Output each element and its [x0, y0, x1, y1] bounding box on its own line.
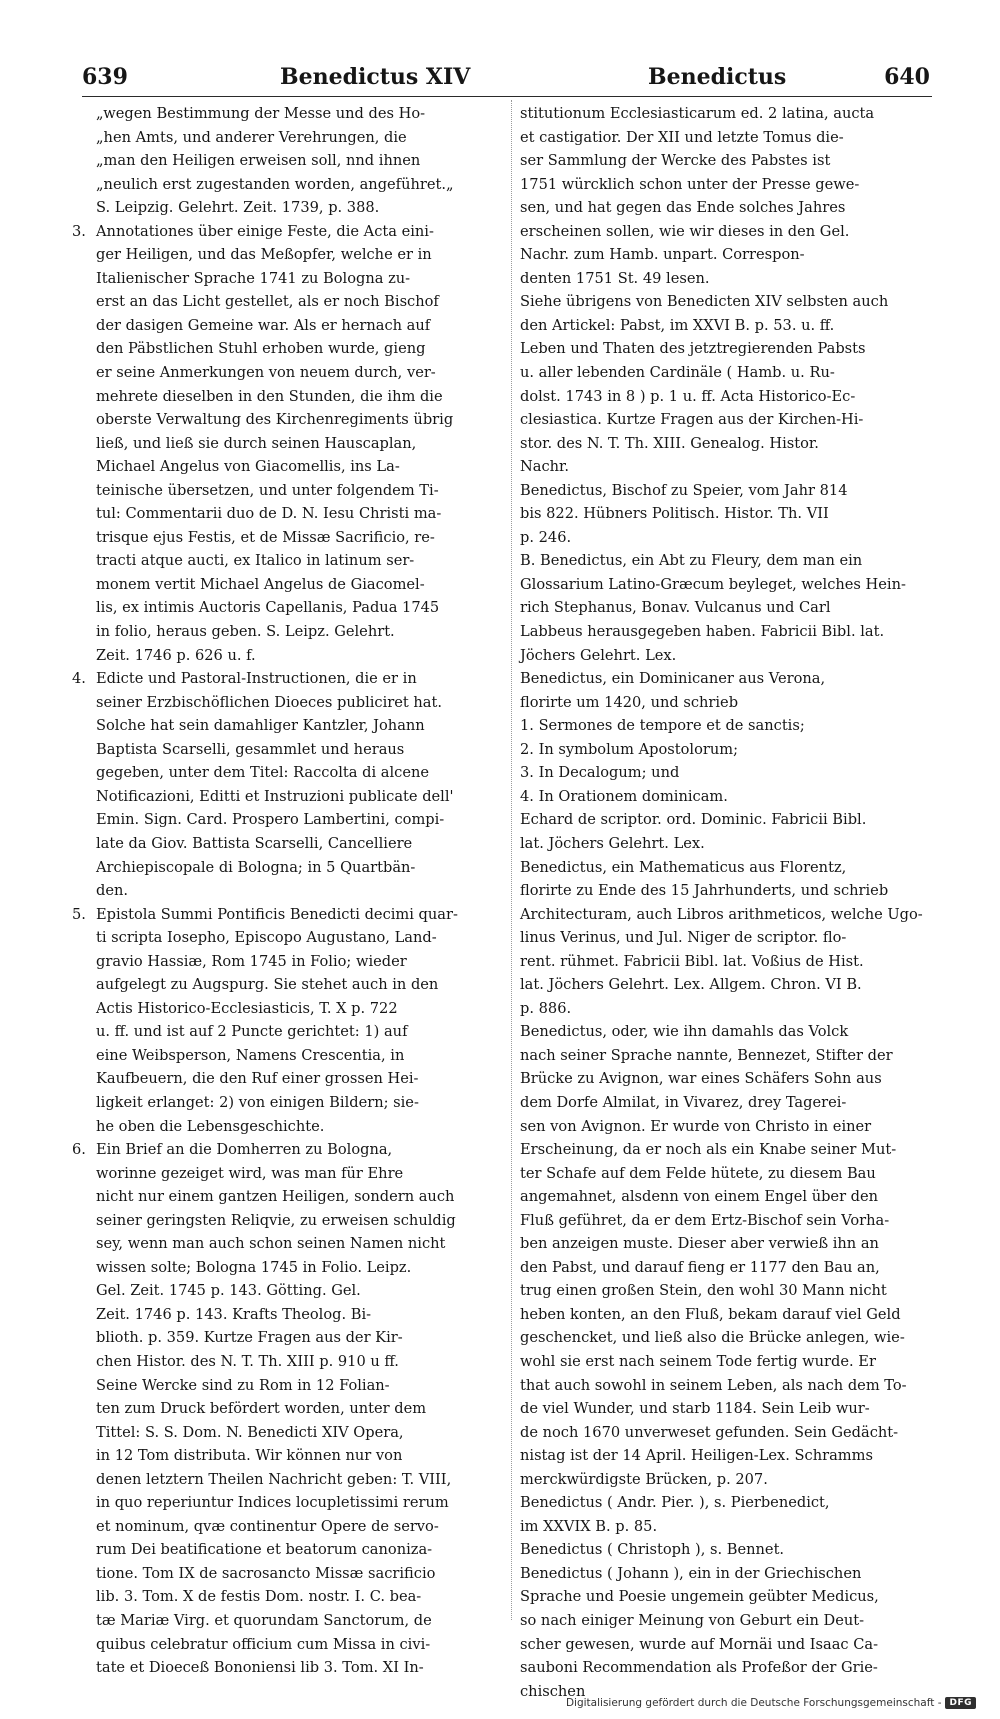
line-text: worinne gezeiget wird, was man für Ehre: [96, 1164, 404, 1182]
text-line: [96, 1374, 504, 1398]
line-text: he oben die Lebensgeschichte.: [96, 1117, 325, 1135]
text-line: [520, 785, 932, 809]
item-number: 5.: [72, 905, 86, 923]
line-text: ger Heiligen, und das Meßopfer, welche er in: [96, 246, 432, 264]
text-line: [520, 432, 932, 456]
line-text: Labbeus herausgegeben haben. Fabricii Bibl. lat.: [520, 623, 885, 641]
line-text: de viel Wunder, und starb 1184. Sein Leib wur-: [520, 1400, 870, 1418]
line-text: in quo reperiuntur Indices locupletissimi rerum: [96, 1494, 449, 1512]
line-text: Brücke zu Avignon, war eines Schäfers Sohn aus: [520, 1070, 882, 1088]
line-text: Actis Historico-Ecclesiasticis, T. X p. 722: [96, 999, 398, 1017]
text-line: [72, 1138, 504, 1162]
header-title-left: Benedictus XIV: [280, 64, 471, 90]
text-line: [520, 1538, 932, 1562]
text-line: [520, 738, 932, 762]
line-text: Glossarium Latino-Græcum beyleget, welches Hein-: [520, 575, 906, 593]
text-line: [520, 290, 932, 314]
line-text: rum Dei beatificatione et beatorum canoniza-: [96, 1541, 433, 1559]
text-line: [72, 903, 504, 927]
line-text: Echard de scriptor. ord. Dominic. Fabricii Bibl.: [520, 811, 867, 829]
line-text: monem vertit Michael Angelus de Giacomel-: [96, 575, 425, 593]
text-line: [520, 337, 932, 361]
line-text: Benedictus, ein Dominicaner aus Verona,: [520, 670, 826, 688]
text-line: [520, 173, 932, 197]
item-number: 3.: [72, 222, 86, 240]
text-line: [96, 1491, 504, 1515]
column-separator: [511, 100, 512, 1620]
text-line: [520, 455, 932, 479]
text-line: [96, 856, 504, 880]
text-line: [520, 1138, 932, 1162]
text-line: [520, 1326, 932, 1350]
text-line: [96, 1091, 504, 1115]
text-line: [520, 1374, 932, 1398]
text-line: [96, 1256, 504, 1280]
line-text: Architecturam, auch Libros arithmeticos, welche Ugo-: [520, 905, 923, 923]
text-line: [96, 1609, 504, 1633]
text-line: [520, 479, 932, 503]
text-line: [96, 1421, 504, 1445]
text-line: [96, 1279, 504, 1303]
text-line: [520, 220, 932, 244]
text-line: [520, 903, 932, 927]
text-line: [520, 314, 932, 338]
text-line: [520, 267, 932, 291]
text-line: [520, 973, 932, 997]
line-text: sauboni Recommendation als Profeßor der Grie-: [520, 1659, 878, 1677]
line-text: „man den Heiligen erweisen soll, nnd ihnen: [96, 152, 421, 170]
text-line: [520, 1397, 932, 1421]
line-text: ser Sammlung der Wercke des Pabstes ist: [520, 152, 831, 170]
line-text: ben anzeigen muste. Dieser aber verwieß ihn an: [520, 1235, 879, 1253]
line-text: dolst. 1743 in 8 ) p. 1 u. ff. Acta Historico-Ec-: [520, 387, 856, 405]
text-line: [520, 1350, 932, 1374]
text-line: [96, 243, 504, 267]
line-text: geschencket, und ließ also die Brücke anlegen, wie-: [520, 1329, 905, 1347]
text-line: [520, 1633, 932, 1657]
line-text: late da Giov. Battista Scarselli, Cancelliere: [96, 834, 413, 852]
text-line: [520, 361, 932, 385]
line-text: 4. In Orationem dominicam.: [520, 787, 728, 805]
line-text: so nach einiger Meinung von Geburt ein Deut-: [520, 1612, 865, 1629]
text-line: [96, 455, 504, 479]
line-text: clesiastica. Kurtze Fragen aus der Kirchen-Hi-: [520, 411, 864, 429]
left-text-column: [72, 102, 504, 1680]
line-text: B. Benedictus, ein Abt zu Fleury, dem man ein: [520, 552, 863, 570]
line-text: Italienischer Sprache 1741 zu Bologna zu-: [96, 269, 411, 287]
text-line: [520, 1656, 932, 1680]
line-text: Fluß geführet, da er dem Ertz-Bischof sein Vorha-: [520, 1211, 890, 1229]
line-text: in 12 Tom distributa. Wir können nur von: [96, 1447, 403, 1465]
text-line: [96, 126, 504, 150]
line-text: Zeit. 1746 p. 143. Krafts Theolog. Bi-: [96, 1305, 372, 1323]
text-line: [96, 1585, 504, 1609]
line-text: ti scripta Iosepho, Episcopo Augustano, Land-: [96, 929, 437, 947]
text-line: [520, 808, 932, 832]
text-line: [520, 1162, 932, 1186]
line-text: Siehe übrigens von Benedicten XIV selbsten auch: [520, 293, 889, 311]
text-line: [96, 644, 504, 668]
text-line: [520, 1115, 932, 1139]
line-text: gravio Hassiæ, Rom 1745 in Folio; wieder: [96, 952, 407, 970]
line-text: blioth. p. 359. Kurtze Fragen aus der Kir-: [96, 1329, 403, 1347]
text-line: [520, 243, 932, 267]
line-text: Benedictus ( Andr. Pier. ), s. Pierbenedict,: [520, 1494, 830, 1512]
text-line: [72, 667, 504, 691]
text-line: [96, 1232, 504, 1256]
line-text: that auch sowohl in seinem Leben, als nach dem To-: [520, 1376, 907, 1394]
line-text: merckwürdigste Brücken, p. 207.: [520, 1470, 768, 1488]
text-line: [96, 926, 504, 950]
header-rule: [82, 96, 932, 97]
text-line: [520, 761, 932, 785]
text-line: [96, 549, 504, 573]
line-text: sen, und hat gegen das Ende solches Jahres: [520, 199, 846, 217]
text-line: [520, 196, 932, 220]
line-text: „neulich erst zugestanden worden, angeführet.„: [96, 175, 454, 193]
text-line: [520, 526, 932, 550]
line-text: chen Histor. des N. T. Th. XIII p. 910 u ff.: [96, 1352, 399, 1370]
line-text: tul: Commentarii duo de D. N. Iesu Christi ma-: [96, 505, 442, 523]
line-text: florirte zu Ende des 15 Jahrhunderts, und schrieb: [520, 882, 889, 900]
line-text: Nachr.: [520, 458, 570, 476]
text-line: [520, 1020, 932, 1044]
item-number: 6.: [72, 1141, 86, 1159]
text-line: [96, 432, 504, 456]
line-text: Benedictus, oder, wie ihn damahls das Volck: [520, 1023, 849, 1041]
text-line: [96, 1044, 504, 1068]
line-text: u. ff. und ist auf 2 Puncte gerichtet: 1) auf: [96, 1023, 408, 1041]
line-text: er seine Anmerkungen von neuem durch, ver-: [96, 364, 436, 382]
text-line: [96, 1350, 504, 1374]
text-line: [96, 691, 504, 715]
line-text: 1. Sermones de tempore et de sanctis;: [520, 717, 805, 735]
line-text: den.: [96, 882, 129, 900]
line-text: Nachr. zum Hamb. unpart. Correspon-: [520, 246, 805, 264]
text-line: [96, 1162, 504, 1186]
line-text: tracti atque aucti, ex Italico in latinum ser-: [96, 552, 415, 570]
line-text: erscheinen sollen, wie wir dieses in den Gel.: [520, 222, 850, 240]
line-text: den Artickel: Pabst, im XXVI B. p. 53. u. ff.: [520, 316, 835, 334]
line-text: Epistola Summi Pontificis Benedicti decimi quar-: [96, 905, 458, 923]
dfg-logo: DFG: [945, 1697, 976, 1709]
line-text: Jöchers Gelehrt. Lex.: [520, 646, 677, 664]
text-line: [96, 1209, 504, 1233]
line-text: Michael Angelus von Giacomellis, ins La-: [96, 458, 400, 476]
text-line: [520, 1303, 932, 1327]
line-text: denten 1751 St. 49 lesen.: [520, 269, 710, 287]
line-text: tate et Dioeceß Bononiensi lib 3. Tom. XI In-: [96, 1659, 424, 1677]
text-line: [96, 267, 504, 291]
text-line: [96, 1656, 504, 1680]
text-line: [96, 1515, 504, 1539]
line-text: linus Verinus, und Jul. Niger de scriptor. flo-: [520, 929, 847, 947]
line-text: oberste Verwaltung des Kirchenregiments übrig: [96, 411, 454, 429]
line-text: nistag ist der 14 April. Heiligen-Lex. Schramms: [520, 1447, 873, 1465]
line-text: nach seiner Sprache nannte, Bennezet, Stifter der: [520, 1046, 893, 1064]
page-number-right: 640: [884, 64, 930, 90]
text-line: [96, 1115, 504, 1139]
line-text: Archiepiscopale di Bologna; in 5 Quartbän-: [96, 858, 416, 876]
line-text: ten zum Druck befördert worden, unter dem: [96, 1400, 427, 1418]
item-number: 4.: [72, 670, 86, 688]
line-text: Baptista Scarselli, gesammlet und heraus: [96, 740, 405, 758]
line-text: Erscheinung, da er noch als ein Knabe seiner Mut-: [520, 1141, 897, 1159]
line-text: heben konten, an den Fluß, bekam darauf viel Geld: [520, 1305, 901, 1323]
text-line: [96, 1562, 504, 1586]
text-line: [520, 1468, 932, 1492]
text-line: [520, 1256, 932, 1280]
text-line: [520, 1562, 932, 1586]
text-line: [96, 1397, 504, 1421]
line-text: de noch 1670 unverweset gefunden. Sein Gedächt-: [520, 1423, 899, 1441]
line-text: sey, wenn man auch schon seinen Namen nicht: [96, 1235, 446, 1253]
line-text: scher gewesen, wurde auf Mornäi und Isaac Ca-: [520, 1635, 879, 1653]
text-line: [520, 926, 932, 950]
line-text: quibus celebratur officium cum Missa in civi-: [96, 1635, 431, 1653]
text-line: [520, 644, 932, 668]
text-line: [96, 997, 504, 1021]
text-line: [520, 596, 932, 620]
line-text: stitutionum Ecclesiasticarum ed. 2 latina, aucta: [520, 105, 875, 122]
footer-credit-text: Digitalisierung gefördert durch die Deutsche Forschungsgemeinschaft -: [565, 1697, 942, 1709]
line-text: Annotationes über einige Feste, die Acta eini-: [96, 222, 434, 240]
text-line: [96, 832, 504, 856]
text-line: [96, 361, 504, 385]
line-text: Benedictus ( Christoph ), s. Bennet.: [520, 1541, 785, 1559]
line-text: Tittel: S. S. Dom. N. Benedicti XIV Opera,: [96, 1423, 404, 1441]
text-line: [72, 220, 504, 244]
line-text: in folio, heraus geben. S. Leipz. Gelehrt.: [96, 623, 395, 641]
line-text: eine Weibsperson, Namens Crescentia, in: [96, 1046, 405, 1064]
line-text: Kaufbeuern, die den Ruf einer grossen Hei-: [96, 1070, 419, 1088]
line-text: denen letztern Theilen Nachricht geben: T. VIII,: [96, 1470, 452, 1488]
line-text: wissen solte; Bologna 1745 in Folio. Leipz.: [96, 1258, 412, 1276]
text-line: [520, 1185, 932, 1209]
line-text: erst an das Licht gestellet, als er noch Bischof: [96, 293, 439, 311]
text-line: [96, 879, 504, 903]
text-line: [520, 408, 932, 432]
page-number-left: 639: [82, 64, 128, 90]
text-line: [96, 149, 504, 173]
line-text: trisque ejus Festis, et de Missæ Sacrificio, re-: [96, 528, 435, 546]
text-line: [96, 1468, 504, 1492]
line-text: ter Schafe auf dem Felde hütete, zu diesem Bau: [520, 1164, 876, 1182]
line-text: lat. Jöchers Gelehrt. Lex. Allgem. Chron. VI B.: [520, 976, 862, 994]
text-line: [96, 1326, 504, 1350]
line-text: Benedictus, Bischof zu Speier, vom Jahr 814: [520, 481, 848, 499]
line-text: Ein Brief an die Domherren zu Bologna,: [96, 1141, 393, 1159]
line-text: „wegen Bestimmung der Messe und des Ho-: [96, 105, 426, 122]
text-line: [96, 714, 504, 738]
text-line: [96, 973, 504, 997]
line-text: den Päbstlichen Stuhl erhoben wurde, gieng: [96, 340, 426, 358]
text-line: [520, 502, 932, 526]
line-text: S. Leipzig. Gelehrt. Zeit. 1739, p. 388.: [96, 199, 380, 217]
text-line: [520, 1091, 932, 1115]
line-text: nicht nur einem gantzen Heiligen, sondern auch: [96, 1188, 455, 1206]
text-line: [96, 408, 504, 432]
line-text: tione. Tom IX de sacrosancto Missæ sacrificio: [96, 1564, 436, 1582]
text-line: [520, 620, 932, 644]
text-line: [96, 196, 504, 220]
text-line: [520, 1232, 932, 1256]
text-line: [520, 1421, 932, 1445]
text-line: [520, 1279, 932, 1303]
line-text: chischen: [520, 1682, 586, 1700]
text-line: [96, 173, 504, 197]
line-text: im XXVIX B. p. 85.: [520, 1517, 658, 1535]
text-line: [520, 714, 932, 738]
line-text: et castigatior. Der XII und letzte Tomus die-: [520, 128, 844, 146]
line-text: sen von Avignon. Er wurde von Christo in einer: [520, 1117, 872, 1135]
text-line: [96, 1067, 504, 1091]
line-text: gegeben, unter dem Titel: Raccolta di alcene: [96, 764, 429, 782]
text-line: [520, 1209, 932, 1233]
line-text: ligkeit erlanget: 2) von einigen Bildern; sie-: [96, 1093, 419, 1111]
line-text: der dasigen Gemeine war. Als er hernach auf: [96, 316, 431, 334]
text-line: [520, 1609, 932, 1633]
line-text: Benedictus, ein Mathematicus aus Florentz,: [520, 858, 847, 876]
text-line: [520, 149, 932, 173]
text-line: [96, 102, 504, 126]
text-line: [96, 620, 504, 644]
text-line: [520, 385, 932, 409]
line-text: lib. 3. Tom. X de festis Dom. nostr. I. C. bea-: [96, 1588, 422, 1606]
text-line: [520, 1444, 932, 1468]
text-line: [96, 314, 504, 338]
text-line: [96, 290, 504, 314]
line-text: Benedictus ( Johann ), ein in der Griechischen: [520, 1564, 862, 1582]
text-line: [520, 1067, 932, 1091]
line-text: Solche hat sein damahliger Kantzler, Johann: [96, 717, 425, 735]
line-text: Notificazioni, Editti et Instruzioni publicate dell': [96, 787, 454, 805]
text-line: [96, 808, 504, 832]
line-text: ließ, und ließ sie durch seinen Hauscaplan,: [96, 434, 417, 452]
line-text: Emin. Sign. Card. Prospero Lambertini, compi-: [96, 811, 445, 829]
text-line: [520, 879, 932, 903]
text-line: [520, 126, 932, 150]
right-text-column: [520, 102, 932, 1703]
line-text: p. 246.: [520, 528, 572, 546]
line-text: Gel. Zeit. 1745 p. 143. Götting. Gel.: [96, 1282, 361, 1300]
line-text: 1751 würcklich schon unter der Presse gewe-: [520, 175, 860, 193]
text-line: [520, 549, 932, 573]
text-line: [96, 785, 504, 809]
text-line: [96, 1633, 504, 1657]
line-text: p. 886.: [520, 999, 572, 1017]
line-text: rent. rühmet. Fabricii Bibl. lat. Voßius de Hist.: [520, 952, 864, 970]
text-line: [96, 1444, 504, 1468]
line-text: u. aller lebenden Cardinäle ( Hamb. u. Ru-: [520, 364, 835, 382]
line-text: lis, ex intimis Auctoris Capellanis, Padua 1745: [96, 599, 440, 617]
text-line: [96, 738, 504, 762]
text-line: [96, 337, 504, 361]
line-text: wohl sie erst nach seinem Tode fertig wurde. Er: [520, 1352, 876, 1370]
line-text: mehrete dieselben in den Stunden, die ihm die: [96, 387, 443, 405]
line-text: Sprache und Poesie ungemein geübter Medicus,: [520, 1588, 879, 1606]
line-text: bis 822. Hübners Politisch. Histor. Th. VII: [520, 505, 829, 523]
text-line: [520, 1491, 932, 1515]
line-text: et nominum, qvæ continentur Opere de servo-: [96, 1517, 439, 1535]
text-line: [96, 1303, 504, 1327]
line-text: rich Stephanus, Bonav. Vulcanus und Carl: [520, 599, 831, 617]
line-text: den Pabst, und darauf fieng er 1177 den Bau an,: [520, 1258, 880, 1276]
text-line: [96, 1538, 504, 1562]
line-text: Edicte und Pastoral-Instructionen, die er in: [96, 670, 417, 688]
line-text: Zeit. 1746 p. 626 u. f.: [96, 646, 256, 664]
text-line: [520, 573, 932, 597]
text-line: [520, 950, 932, 974]
line-text: angemahnet, alsdenn von einem Engel über den: [520, 1188, 879, 1206]
line-text: lat. Jöchers Gelehrt. Lex.: [520, 834, 705, 852]
line-text: florirte um 1420, und schrieb: [520, 693, 739, 711]
header-title-right: Benedictus: [648, 64, 787, 90]
text-line: [96, 526, 504, 550]
text-line: [96, 1020, 504, 1044]
text-line: [96, 479, 504, 503]
line-text: tæ Mariæ Virg. et quorundam Sanctorum, de: [96, 1612, 432, 1629]
text-line: [520, 832, 932, 856]
line-text: aufgelegt zu Augspurg. Sie stehet auch in den: [96, 976, 439, 994]
line-text: „hen Amts, und anderer Verehrungen, die: [96, 128, 407, 146]
text-line: [96, 385, 504, 409]
line-text: teinische übersetzen, und unter folgendem Ti-: [96, 481, 439, 499]
digitization-footer: [566, 1697, 976, 1709]
running-header: [82, 58, 930, 98]
text-line: [520, 102, 932, 126]
text-line: [96, 596, 504, 620]
text-line: [520, 1044, 932, 1068]
text-line: [520, 691, 932, 715]
text-line: [520, 1585, 932, 1609]
line-text: dem Dorfe Almilat, in Vivarez, drey Tagerei-: [520, 1093, 847, 1111]
text-line: [96, 1185, 504, 1209]
line-text: trug einen großen Stein, den wohl 30 Mann nicht: [520, 1282, 887, 1300]
line-text: 3. In Decalogum; und: [520, 764, 680, 782]
line-text: stor. des N. T. Th. XIII. Genealog. Histor.: [520, 434, 819, 452]
text-line: [96, 573, 504, 597]
text-line: [520, 997, 932, 1021]
text-line: [96, 761, 504, 785]
text-line: [520, 1515, 932, 1539]
line-text: Leben und Thaten des jetztregierenden Pabsts: [520, 340, 866, 358]
line-text: seiner Erzbischöflichen Dioeces publiciret hat.: [96, 693, 442, 711]
line-text: 2. In symbolum Apostolorum;: [520, 740, 739, 758]
text-line: [96, 502, 504, 526]
line-text: Seine Wercke sind zu Rom in 12 Folian-: [96, 1376, 390, 1394]
line-text: seiner geringsten Reliqvie, zu erweisen schuldig: [96, 1211, 456, 1229]
text-line: [96, 950, 504, 974]
text-line: [520, 856, 932, 880]
text-line: [520, 667, 932, 691]
